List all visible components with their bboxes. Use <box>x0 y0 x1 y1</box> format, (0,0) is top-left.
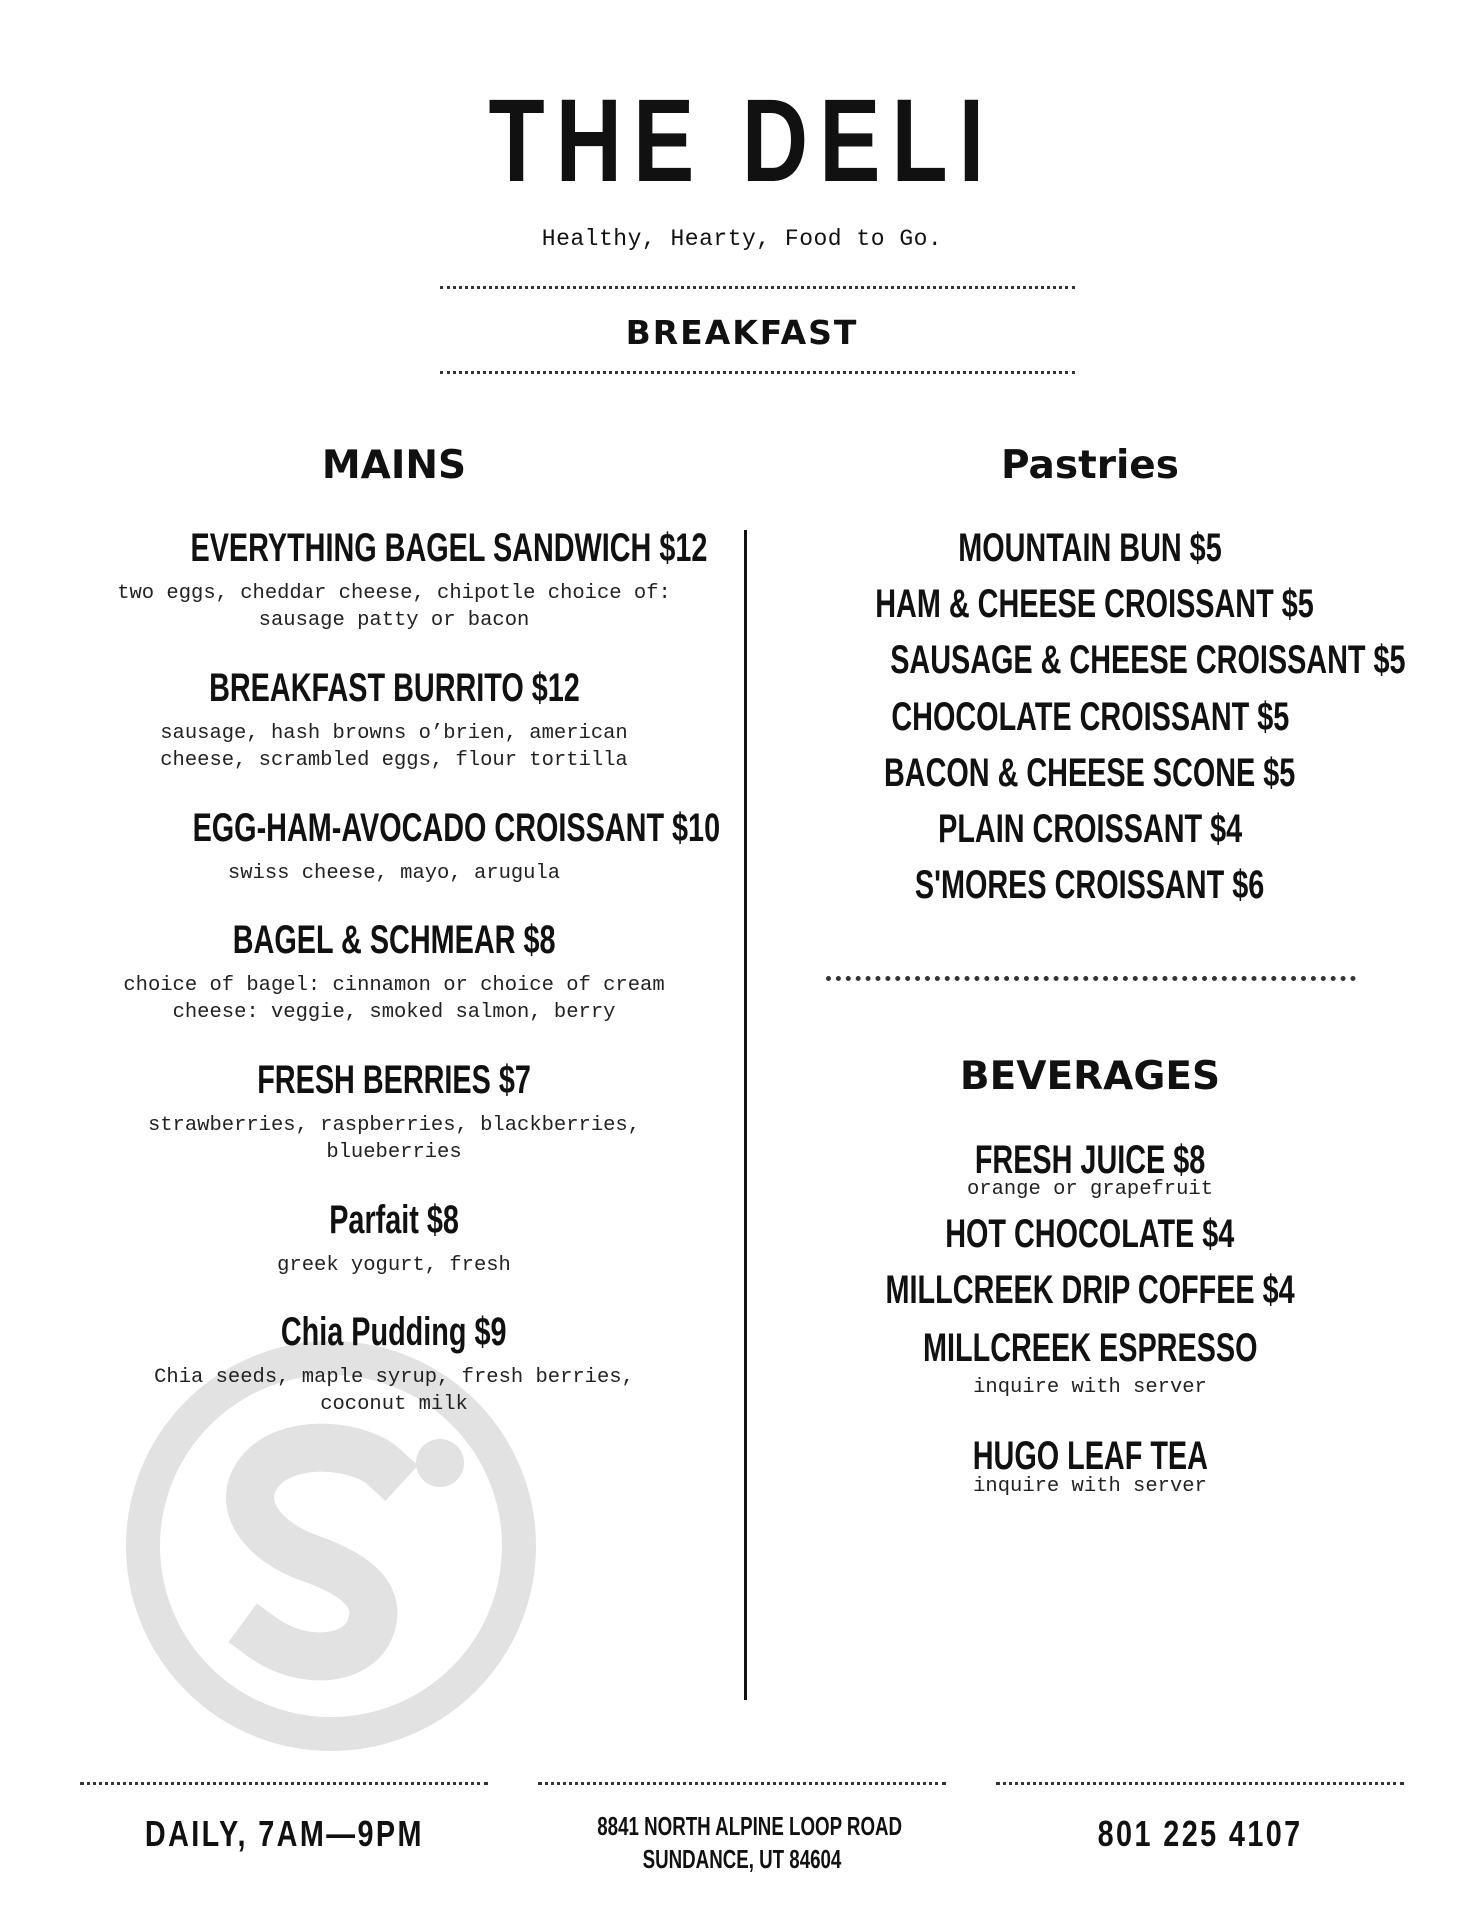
item-description-line: two eggs, cheddar cheese, chipotle choice of: <box>117 582 671 605</box>
item-description-line: sausage patty or bacon <box>258 609 530 632</box>
beverages-heading: BEVERAGES <box>959 1054 1221 1099</box>
pastry-name: BACON & CHEESE SCONE $5 <box>884 751 1296 795</box>
menu-item <box>90 920 698 1026</box>
beverage-item <box>790 1214 1390 1254</box>
beverage-item <box>790 1270 1390 1310</box>
beverage-name: HUGO LEAF TEA <box>972 1434 1208 1478</box>
item-description-line: Chia seeds, maple syrup, fresh berries, <box>154 1366 634 1389</box>
pastry-item <box>790 584 1390 624</box>
item-description-line: choice of bagel: cinnamon or choice of cream <box>123 974 665 997</box>
beverage-item <box>790 1328 1390 1401</box>
item-name: EVERYTHING BAGEL SANDWICH $12 <box>190 526 708 570</box>
footer-address <box>538 1810 946 1876</box>
item-name: Parfait $8 <box>329 1198 459 1242</box>
footer-divider-left <box>80 1782 488 1785</box>
header-divider-bottom <box>440 371 1075 374</box>
item-name: BREAKFAST BURRITO $12 <box>208 666 580 710</box>
item-description-line: cheese: veggie, smoked salmon, berry <box>172 1001 616 1024</box>
footer-hours <box>80 1813 488 1855</box>
address-line: 8841 NORTH ALPINE LOOP ROAD <box>597 1811 903 1841</box>
menu-item <box>90 1060 698 1166</box>
beverage-item <box>790 1140 1390 1200</box>
pastry-item <box>790 809 1390 849</box>
pastry-name: PLAIN CROISSANT $4 <box>937 807 1243 851</box>
pastry-item <box>790 697 1390 737</box>
pastry-item <box>790 865 1390 905</box>
menu-item <box>90 1200 698 1279</box>
menu-item <box>90 806 721 887</box>
pastry-item <box>790 638 1406 682</box>
item-description-line: blueberries <box>326 1141 462 1164</box>
item-description-line: cheese, scrambled eggs, flour tortilla <box>160 749 628 772</box>
beverage-name: MILLCREEK ESPRESSO <box>922 1326 1258 1370</box>
item-description-line: swiss cheese, mayo, arugula <box>227 862 561 885</box>
address-line: SUNDANCE, UT 84604 <box>642 1844 842 1874</box>
beverage-item <box>790 1436 1390 1498</box>
beverage-name: FRESH JUICE $8 <box>974 1138 1206 1182</box>
item-description-line: sausage, hash browns o’brien, american <box>160 722 628 745</box>
footer-divider-right <box>996 1782 1404 1785</box>
menu-item <box>90 668 698 774</box>
pastry-name: HAM & CHEESE CROISSANT $5 <box>875 582 1314 626</box>
beverage-note: orange or grapefruit <box>966 1178 1214 1201</box>
pastry-name: S'MORES CROISSANT $6 <box>915 863 1265 907</box>
pastries-divider <box>826 976 1356 981</box>
beverage-note: inquire with server <box>973 1376 1207 1399</box>
hours-text: DAILY, 7AM—9PM <box>144 1813 424 1854</box>
item-description-line: strawberries, raspberries, blackberries, <box>147 1114 641 1137</box>
phone-text: 801 225 4107 <box>1097 1813 1303 1854</box>
mains-heading: MAINS <box>321 443 467 488</box>
item-name: BAGEL & SCHMEAR $8 <box>232 918 556 962</box>
item-name: Chia Pudding $9 <box>281 1310 507 1354</box>
menu-title <box>0 75 1484 207</box>
footer-divider-center <box>538 1782 946 1785</box>
pastry-name: SAUSAGE & CHEESE CROISSANT $5 <box>890 638 1406 682</box>
item-name: FRESH BERRIES $7 <box>257 1058 531 1102</box>
footer-phone <box>996 1813 1404 1855</box>
item-description-line: coconut milk <box>320 1393 468 1416</box>
beverage-name: MILLCREEK DRIP COFFEE $4 <box>885 1268 1295 1312</box>
pastry-name: CHOCOLATE CROISSANT $5 <box>891 695 1289 739</box>
pastries-heading: Pastries <box>1001 443 1179 488</box>
beverage-note: inquire with server <box>973 1475 1207 1498</box>
column-divider <box>744 530 747 1700</box>
pastry-item <box>790 753 1390 793</box>
item-name: EGG-HAM-AVOCADO CROISSANT $10 <box>192 806 721 850</box>
menu-item <box>90 526 708 634</box>
tagline: Healthy, Hearty, Food to Go. <box>541 226 943 252</box>
header-divider-top <box>440 286 1075 289</box>
section-title: BREAKFAST <box>625 313 859 352</box>
pastry-item <box>790 528 1390 568</box>
menu-title-text: THE DELI <box>488 75 996 207</box>
beverage-name: HOT CHOCOLATE $4 <box>945 1212 1235 1256</box>
pastry-name: MOUNTAIN BUN $5 <box>958 526 1222 570</box>
item-description-line: greek yogurt, fresh <box>277 1254 511 1277</box>
menu-item <box>90 1312 698 1418</box>
